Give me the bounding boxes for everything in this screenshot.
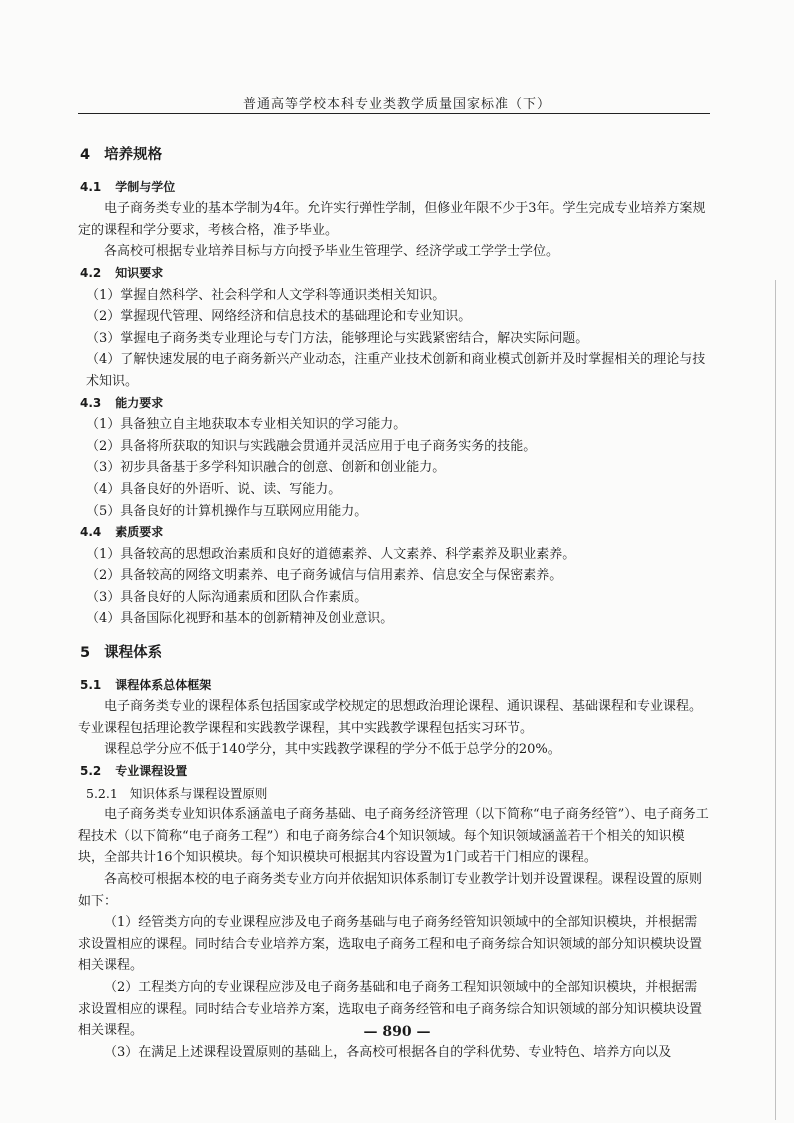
section-4-heading: 4 培养规格 bbox=[80, 147, 163, 163]
section-5-heading: 5 课程体系 bbox=[80, 645, 163, 662]
section-4-1-heading: 4.1 学制与学位 bbox=[80, 179, 176, 194]
section-5-1-heading: 5.1 课程体系总体框架 bbox=[80, 677, 212, 692]
list-item: （2）工程类方向的专业课程应涉及电子商务基础和电子商务工程知识领域中的全部知识模块，并根据需求设置相应的课程。同时结合专业培养方案，选取电子商务经管和电子商务综合知识领域的部分知识模块设置相关课程。 bbox=[78, 979, 703, 1039]
paragraph: 电子商务类专业的基本学制为4年。允许实行弹性学制，但修业年限不少于3年。学生完成专业培养方案规定的课程和学分要求，考核合格，准予毕业。 bbox=[78, 201, 706, 238]
list-item: （1）掌握自然科学、社会科学和人文学科等通识类相关知识。 bbox=[86, 287, 446, 303]
paragraph: 电子商务类专业的课程体系包括国家或学校规定的思想政治理论课程、通识课程、基础课程和专业课程。专业课程包括理论教学课程和实践教学课程，其中实践教学课程包括实习环节。 bbox=[78, 699, 703, 736]
list-item: （4）具备国际化视野和基本的创新精神及创业意识。 bbox=[86, 611, 394, 627]
list-item: （1）具备较高的思想政治素质和良好的道德素养、人文素养、科学素养及职业素养。 bbox=[86, 546, 576, 562]
running-header: 普通高等学校本科专业类教学质量国家标准（下） bbox=[242, 97, 551, 112]
list-item: （2）具备较高的网络文明素养、电子商务诚信与信用素养、信息安全与保密素养。 bbox=[86, 568, 563, 584]
list-item: （3）具备良好的人际沟通素质和团队合作素质。 bbox=[86, 589, 368, 605]
list-item: （5）具备良好的计算机操作与互联网应用能力。 bbox=[86, 503, 368, 519]
scan-edge-line bbox=[775, 280, 776, 1120]
list-item: （2）掌握现代管理、网络经济和信息技术的基础理论和专业知识。 bbox=[86, 309, 472, 325]
list-item: （3）掌握电子商务类专业理论与专门方法，能够理论与实践紧密结合，解决实际问题。 bbox=[86, 330, 589, 346]
list-item: （3）初步具备基于多学科知识融合的创意、创新和创业能力。 bbox=[86, 460, 446, 476]
section-4-3-heading: 4.3 能力要求 bbox=[80, 395, 164, 410]
list-item: （2）具备将所获取的知识与实践融会贯通并灵活应用于电子商务实务的技能。 bbox=[86, 438, 537, 454]
page-body bbox=[78, 142, 710, 1063]
section-4-2-heading: 4.2 知识要求 bbox=[80, 265, 164, 280]
section-4-4-heading: 4.4 素质要求 bbox=[80, 525, 164, 540]
paragraph: 电子商务类专业知识体系涵盖电子商务基础、电子商务经济管理（以下简称“电子商务经管”）、电子商务工程技术（以下简称“电子商务工程”）和电子商务综合4个知识领域。每个知识领域涵盖若干个相关的知识模块，全部共计16个知识模块。每个知识模块可根据其内容设置为1门或若干门相应的课程。 bbox=[78, 807, 709, 866]
paragraph: 各高校可根据专业培养目标与方向授予毕业生管理学、经济学或工学学士学位。 bbox=[104, 244, 560, 260]
list-item: （1）具备独立自主地获取本专业相关知识的学习能力。 bbox=[86, 417, 407, 433]
list-item: （4）了解快速发展的电子商务新兴产业动态，注重产业技术创新和商业模式创新并及时掌握相关的理论与技术知识。 bbox=[86, 352, 706, 389]
section-5-2-heading: 5.2 专业课程设置 bbox=[80, 764, 188, 779]
header-rule bbox=[78, 113, 710, 114]
list-item: （4）具备良好的外语听、说、读、写能力。 bbox=[86, 481, 342, 497]
paragraph: 各高校可根据本校的电子商务类专业方向并依据知识体系制订专业教学计划并设置课程。课程设置的原则如下： bbox=[78, 872, 703, 909]
list-item: （3）在满足上述课程设置原则的基础上，各高校可根据各自的学科优势、专业特色、培养方向以及 bbox=[104, 1044, 672, 1060]
page-number: — 890 — bbox=[363, 1024, 431, 1040]
section-5-2-1-heading: 5.2.1 知识体系与课程设置原则 bbox=[86, 785, 268, 801]
list-item: （1）经管类方向的专业课程应涉及电子商务基础与电子商务经管知识领域中的全部知识模块，并根据需求设置相应的课程。同时结合专业培养方案，选取电子商务工程和电子商务综合知识领域的部分知识模块设置相关课程。 bbox=[78, 915, 703, 974]
paragraph: 课程总学分应不低于140学分，其中实践教学课程的学分不低于总学分的20%。 bbox=[104, 742, 561, 758]
